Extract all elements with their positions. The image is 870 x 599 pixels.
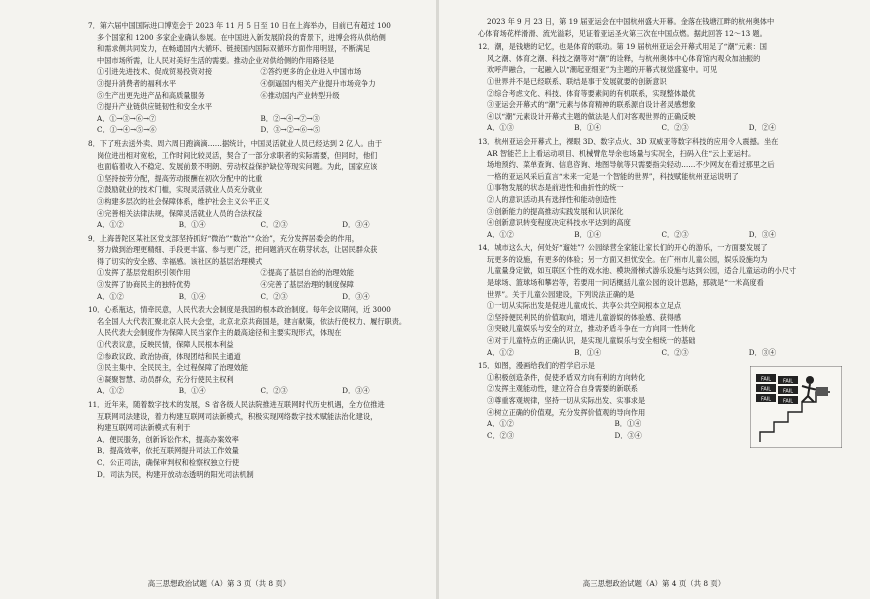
q9-answers-row <box>88 291 424 303</box>
question-7 <box>88 20 424 136</box>
q7-option: ②答约更多的企业进入中国市场 <box>260 67 362 77</box>
q15-option: ②发挥主观能动性，建立符合自身需要的新联系 <box>487 384 638 394</box>
q13-option: ④创新意识转变程度决定科技水平达到的高度 <box>487 218 631 228</box>
q12-answer-c[interactable]: C．②③ <box>661 123 689 133</box>
left-page-footer: 高三思想政治试题（A）第 3 页（共 8 页） <box>147 579 291 588</box>
q9-line: 努力做到治理更精细、手段更丰富、参与更广泛，把问题消灭在萌芽状态，让居民群众获 <box>97 245 378 255</box>
q15-line: 15．如图，漫画给我们的哲学启示是 <box>478 361 595 371</box>
q12-line: 风之潮、体育之潮、科技之潮等对“潮”的诠释，与杭州奥体中心体育馆内观众加油振的 <box>487 53 761 63</box>
q10-answers-row <box>88 385 424 397</box>
q13-option: ②人的意识活动具有选择性和能动创造性 <box>487 194 617 204</box>
q10-answer-b[interactable]: B．①④ <box>178 386 206 396</box>
q15-option: ③尊重客观规律，坚持一切从实际出发、实事求是 <box>487 396 646 405</box>
q12-answer-a[interactable]: A．①③ <box>487 123 514 133</box>
q14-option: ③突破儿童娱乐与安全的对立，推动矛盾斗争在一方向同一性转化 <box>487 324 696 334</box>
q12-answer-b[interactable]: B．①④ <box>574 123 602 133</box>
q7-option: ⑦提升产业链供应链韧性和安全水平 <box>97 102 213 112</box>
q14-line: 玩更多的设施，有更多的体验；另一方面又担忧安全。在广州市儿童公园，娱乐设施均为 <box>487 254 768 264</box>
q9-answer-d[interactable]: D．③④ <box>342 291 370 301</box>
q7-line: 中国市场所需，让人民对美好生活的需要。推动企业对供给侧的作用路径是 <box>97 55 335 65</box>
q9-option: ②提高了基层自治的治理效能 <box>260 268 354 278</box>
q10-answer-a[interactable]: A．①② <box>97 386 124 396</box>
question-12 <box>478 41 836 134</box>
q10-line: 10．心系瓶达，情牵民意，人民代表大会制度是我国的根本政治制度。每年会议期间，近 3000 <box>88 305 391 315</box>
q7-answer-a[interactable]: A．①→③→⑥→⑦ <box>97 113 157 123</box>
q12-option: ②综合考虑文化、科技、体育等要素间的有机联系，实现整体最优 <box>487 88 696 98</box>
cartoon-illustration <box>750 366 842 448</box>
q13-answer-c[interactable]: C．②③ <box>661 229 689 239</box>
q9-answer-b[interactable]: B．①④ <box>178 291 206 301</box>
q15-option: ④树立正确的价值观，充分发挥价值观的导向作用 <box>487 407 646 417</box>
q8-answers-row <box>88 219 424 231</box>
q11-answer-c[interactable]: C．公正司法，确保审判权和检察权独立行使 <box>97 457 240 467</box>
q13-line: AR 智能芒上上看运动项目、机械臂危导余也场量与实况全，扫码入住“云上亚运村。 <box>487 148 756 158</box>
q13-answer-d[interactable]: D．③④ <box>748 229 777 239</box>
q9-option: ④完善了基层治理的制度保障 <box>260 280 354 290</box>
q15-answer-c[interactable]: C．②③ <box>487 430 515 440</box>
q14-line: 儿童量身定做，如互联区个性的戏水池、模块滑梯式游乐设施与达到公园，适合儿童运动的小尺寸 <box>487 266 797 276</box>
fail-label: FAIL <box>782 398 794 405</box>
q10-line: 人民代表大会制度作为保障人民当家作主的最高途径和主要实现形式，体现在 <box>97 328 342 338</box>
q14-line: 世界”。关于儿童公园建设，下列说法正确的是 <box>487 289 635 299</box>
q7-options-row <box>88 90 424 102</box>
q9-options-row <box>88 267 424 279</box>
q12-line: 12．潮，是钱塘的记忆，也是体育的联动。第 19 届杭州亚运会开幕式用足了“潮”元素：国 <box>478 42 767 52</box>
q11-line: 11．近年来，随着数字技术的发展，S 省各级人民法院推进互联网时代历史机遇，全方位推进 <box>88 400 385 409</box>
right-page <box>438 0 870 599</box>
q11-answer-a[interactable]: A．便民服务，创新诉讼作术，提高办案效率 <box>97 434 239 444</box>
q10-answer-d[interactable]: D．③④ <box>342 386 370 396</box>
q14-answer-a[interactable]: A．①② <box>487 347 514 357</box>
fail-label: FAIL <box>760 396 772 403</box>
q13-option: ①事物发展的状态是前进性和曲折性的统一 <box>487 183 624 193</box>
q15-answer-d[interactable]: D．③④ <box>614 430 642 440</box>
intro-12-13 <box>478 16 836 39</box>
q15-answer-b[interactable]: B．①④ <box>614 419 642 429</box>
q10-line: 名全国人大代表汇聚北京人民大会堂，北京北京共商国是，建言献策，依法行使权力、履行职责。 <box>97 316 407 326</box>
question-8 <box>88 138 424 231</box>
q8-option: ③构建多层次的社会保障体系，维护社会主义公平正义 <box>97 196 270 206</box>
q7-options-row <box>88 78 424 90</box>
question-10 <box>88 304 424 397</box>
q8-answer-a[interactable]: A．①② <box>97 220 124 230</box>
q8-option: ②鼓励就业的技术门槛，实现灵活就业人员充分就业 <box>97 185 263 195</box>
q12-answer-d[interactable]: D．②④ <box>748 123 777 133</box>
q9-answer-a[interactable]: A．①② <box>97 291 124 301</box>
q9-options-row <box>88 279 424 291</box>
q14-option: ①一切从实际出发是促进儿童成长、共享公共空间根本立足点 <box>487 301 682 311</box>
question-15 <box>478 360 836 441</box>
question-9 <box>88 233 424 303</box>
q10-option: ②参政议政、政治协商，体现团结和民主通道 <box>97 351 241 361</box>
q14-option: ②坚持便民利民的价值取向，增进儿童游娱的体验感、获得感 <box>487 312 682 322</box>
q8-line: 也面临着收入不稳定、发展前景不明朗、劳动权益保护缺位等现实问题。为此，国家应该 <box>97 162 378 172</box>
q7-option: ⑤生产出更先进产品和高质量服务 <box>97 90 205 100</box>
q8-option: ④完善相关法律法规，保障灵活就业人员的合法权益 <box>97 208 263 218</box>
question-13 <box>478 136 836 240</box>
q10-option: ①代表议意，反映民情，保障人民根本利益 <box>97 340 234 350</box>
q14-line: 14．城市这么大，何处好“遛娃”？公园绿营全家能让家长们的开心的游乐，一方面要发展了 <box>478 243 768 253</box>
q8-line: 岗位进出相对宽松，工作时间比较灵活，契合了一部分求职者的实际需要，但同时，他们 <box>97 150 378 160</box>
q8-answer-c[interactable]: C．②③ <box>260 220 288 230</box>
right-page-footer: 高三思想政治试题（A）第 4 页（共 8 页） <box>582 579 726 588</box>
q8-line: 8．下了班去送外卖、周六周日跑滴滴……据统计，中国灵活就业人员已经达到 2 亿人。由于 <box>88 138 383 148</box>
q11-answer-b[interactable]: B．提高效率，依托互联网提升司法工作效量 <box>97 446 239 456</box>
q7-option: ①引进先进技术、促成贸易投资对接 <box>97 67 213 77</box>
q11-line: 构建互联网司法新模式有利于 <box>97 423 191 433</box>
q15-answer-a[interactable]: A．①② <box>487 419 514 429</box>
carried-sign <box>816 387 828 396</box>
q13-answer-b[interactable]: B．①④ <box>574 229 602 239</box>
intro-line: 心体育场花样滑滑、流光溢彩，见证着亚运圣火第三次在中国点燃。据此回答 12～13 题。 <box>478 28 767 38</box>
q9-answer-c[interactable]: C．②③ <box>260 291 288 301</box>
q9-option: ③发挥了协商民主的独特优势 <box>97 280 191 290</box>
q9-line: 得了切实的安全感、幸福感。该社区的基层治理模式 <box>97 256 263 266</box>
q13-answer-a[interactable]: A．①② <box>487 229 514 239</box>
q11-line: 互联网司法建设，着力构建互联网司法新模式，积极实现网络数字技术赋能法治化建设， <box>97 411 378 421</box>
q7-option: ④倒逼国内相关产业提升市场竞争力 <box>260 78 376 88</box>
q14-option: ④对于儿童特点的正确认识，是实现儿童娱乐与安全相统一的基础 <box>487 336 696 346</box>
fail-label: FAIL <box>760 386 772 393</box>
q7-answers-row <box>88 113 424 125</box>
q7-answer-b[interactable]: B．②→④→⑦→③ <box>260 113 320 123</box>
q14-answers-row <box>478 347 836 359</box>
question-14 <box>478 242 836 358</box>
q13-answers-row <box>478 229 836 241</box>
q10-option: ③民主集中、全民民主，全过程保障了治理效能 <box>97 363 248 373</box>
q12-line: 欢呼声融合，一起融入以“潮起亚细亚”为主题的开幕式视觉盛宴中。可见 <box>487 65 718 75</box>
q8-answer-b[interactable]: B．①④ <box>178 220 206 230</box>
q10-answer-c[interactable]: C．②③ <box>260 386 288 396</box>
question-11 <box>88 399 424 480</box>
fail-label: FAIL <box>760 376 772 383</box>
q7-option: ⑥推动国内产业转型升级 <box>260 90 340 100</box>
climber-head <box>806 376 814 384</box>
q7-options-row <box>88 66 424 78</box>
q12-option: ①世界并不是已经联系、联结是事于发展就要的创新意识 <box>487 76 667 86</box>
q12-answers-row <box>478 122 836 134</box>
q9-option: ①发挥了基层党组织引领作用 <box>97 268 191 278</box>
q8-option: ①坚持按劳分配，提高劳动报酬在初次分配中的比重 <box>97 173 263 183</box>
q13-line: 13．杭州亚运会开幕式上，裸眼 3D、数字点火、3D 双威亚等数字科技的应用令人震撼。坐在 <box>478 136 779 146</box>
intro-line: 2023 年 9 月 23 日，第 19 届亚运会在中国杭州盛大开幕。金落在钱塘江畔的杭州奥体中 <box>487 17 775 26</box>
q7-answer-d[interactable]: D．③→②→⑥→⑤ <box>260 125 321 135</box>
q11-answer-d[interactable]: D．司法为民，构建开放动态透明的阳光司法机制 <box>97 469 254 479</box>
q12-option: ④以“潮”元素设计开幕式主题的做法是人们对客观世界的正确反映 <box>487 111 696 121</box>
q12-option: ③亚运会开幕式的“潮”元素与体育精神的联系源自设计者灵感想象 <box>487 100 696 110</box>
q14-answer-b[interactable]: B．①④ <box>574 347 602 357</box>
q14-line: 是球场、篮球场和攀岩等，若要用一问话概括儿童公园的设计思路，那就是“一米高度看 <box>487 278 764 288</box>
q7-answer-c[interactable]: C．①→④→⑤→⑥ <box>97 125 157 135</box>
q14-answer-d[interactable]: D．③④ <box>748 347 777 357</box>
q13-line: 一格的亚运风采后直言“未来一定是一个智能的世界”，科技赋能杭州亚运说明了 <box>487 171 739 181</box>
q15-option: ①积极创造条件，促使矛盾双方向有利的方向转化 <box>487 372 646 382</box>
fail-label: FAIL <box>782 378 794 385</box>
q7-line: 和需求侧共同发力，在畅通国内大循环、链接国内国际双循环方面作用明显，不断满足 <box>97 44 371 54</box>
q7-line: 7．第六届中国国际进口博览会于 2023 年 11 月 5 日至 10 日在上海举办，目前已有超过 100 <box>88 21 391 30</box>
q13-option: ③创新能力的提高推动实践发展和认识深化 <box>487 206 624 216</box>
q8-answer-d[interactable]: D．③④ <box>342 220 370 230</box>
q7-option: ③提升消费者的福利水平 <box>97 78 177 88</box>
q14-answer-c[interactable]: C．②③ <box>661 347 689 357</box>
q13-line: 场地预约、菜单查询、信息咨询、地图导航等只需要指尖轻动……不少网友在看过那里之后 <box>487 160 775 170</box>
fail-label: FAIL <box>782 388 794 395</box>
q10-option: ④凝聚智慧、动员群众，充分行使民主权利 <box>97 374 234 384</box>
q7-line: 多个国家和 1200 多家企业确认参展。在中国进入新发展阶段的背景下，进博会将从供给侧 <box>97 32 386 42</box>
q9-line: 9．上海普陀区某社区党支部坚持抓好“微治”“数治”“众治”，充分发挥居委会的作用， <box>88 233 359 243</box>
q7-answers-row <box>88 124 424 136</box>
